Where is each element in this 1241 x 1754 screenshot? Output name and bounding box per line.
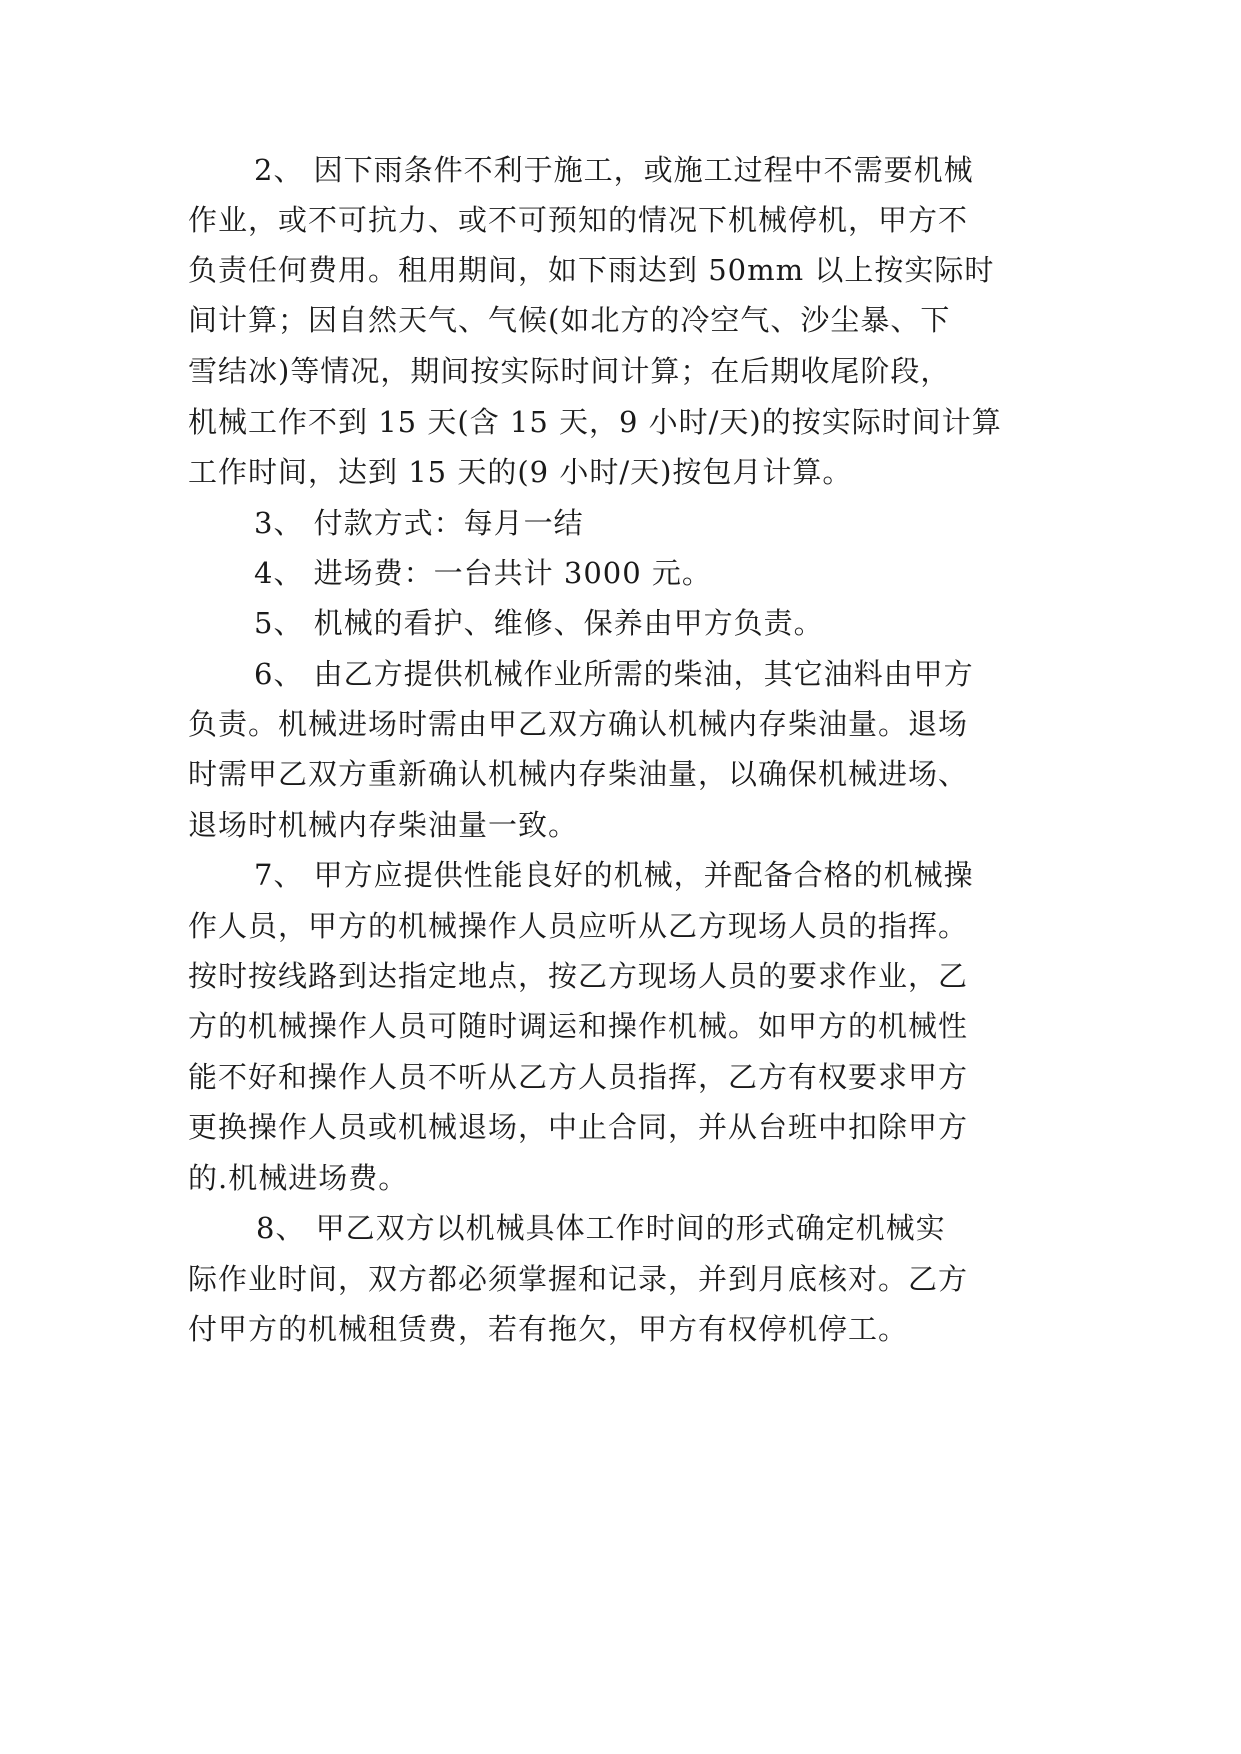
paragraph-3-line-1: 3、 付款方式：每月一结: [254, 506, 584, 540]
paragraph-2-line-1: 2、 因下雨条件不利于施工，或施工过程中不需要机械: [254, 153, 974, 187]
paragraph-7-line-3: 按时按线路到达指定地点，按乙方现场人员的要求作业，乙: [188, 959, 969, 993]
paragraph-8-line-1: 8、 甲乙双方以机械具体工作时间的形式确定机械实: [256, 1211, 946, 1245]
paragraph-7-line-4: 方的机械操作人员可随时调运和操作机械。如甲方的机械性: [188, 1009, 969, 1043]
paragraph-2-line-5: 雪结冰)等情况，期间按实际时间计算；在后期收尾阶段，: [188, 354, 951, 388]
paragraph-7-line-1: 7、 甲方应提供性能良好的机械，并配备合格的机械操: [254, 858, 974, 892]
paragraph-7-line-2: 作人员，甲方的机械操作人员应听从乙方现场人员的指挥。: [188, 909, 969, 943]
paragraph-6-line-1: 6、 由乙方提供机械作业所需的柴油，其它油料由甲方: [254, 657, 974, 691]
paragraph-8-line-2: 际作业时间，双方都必须掌握和记录，并到月底核对。乙方: [188, 1262, 969, 1296]
paragraph-7-line-6: 更换操作人员或机械退场，中止合同，并从台班中扣除甲方: [188, 1110, 969, 1144]
paragraph-8-line-3: 付甲方的机械租赁费，若有拖欠，甲方有权停机停工。: [188, 1312, 909, 1346]
paragraph-2-line-6: 机械工作不到 15 天(含 15 天，9 小时/天)的按实际时间计算: [188, 405, 1002, 439]
paragraph-2-line-3: 负责任何费用。租用期间，如下雨达到 50mm 以上按实际时: [188, 253, 995, 287]
paragraph-7-line-5: 能不好和操作人员不听从乙方人员指挥，乙方有权要求甲方: [188, 1060, 969, 1094]
paragraph-2-line-7: 工作时间，达到 15 天的(9 小时/天)按包月计算。: [188, 455, 853, 489]
paragraph-6-line-4: 退场时机械内存柴油量一致。: [188, 808, 579, 842]
paragraph-4-line-1: 4、 进场费：一台共计 3000 元。: [254, 556, 712, 590]
paragraph-2-line-4: 间计算；因自然天气、气候(如北方的冷空气、沙尘暴、下: [188, 303, 951, 337]
paragraph-6-line-2: 负责。机械进场时需由甲乙双方确认机械内存柴油量。退场: [188, 707, 969, 741]
paragraph-7-line-7: 的.机械进场费。: [188, 1161, 409, 1195]
paragraph-6-line-3: 时需甲乙双方重新确认机械内存柴油量，以确保机械进场、: [188, 757, 969, 791]
paragraph-5-line-1: 5、 机械的看护、维修、保养由甲方负责。: [254, 606, 824, 640]
paragraph-2-line-2: 作业，或不可抗力、或不可预知的情况下机械停机，甲方不: [188, 203, 969, 237]
